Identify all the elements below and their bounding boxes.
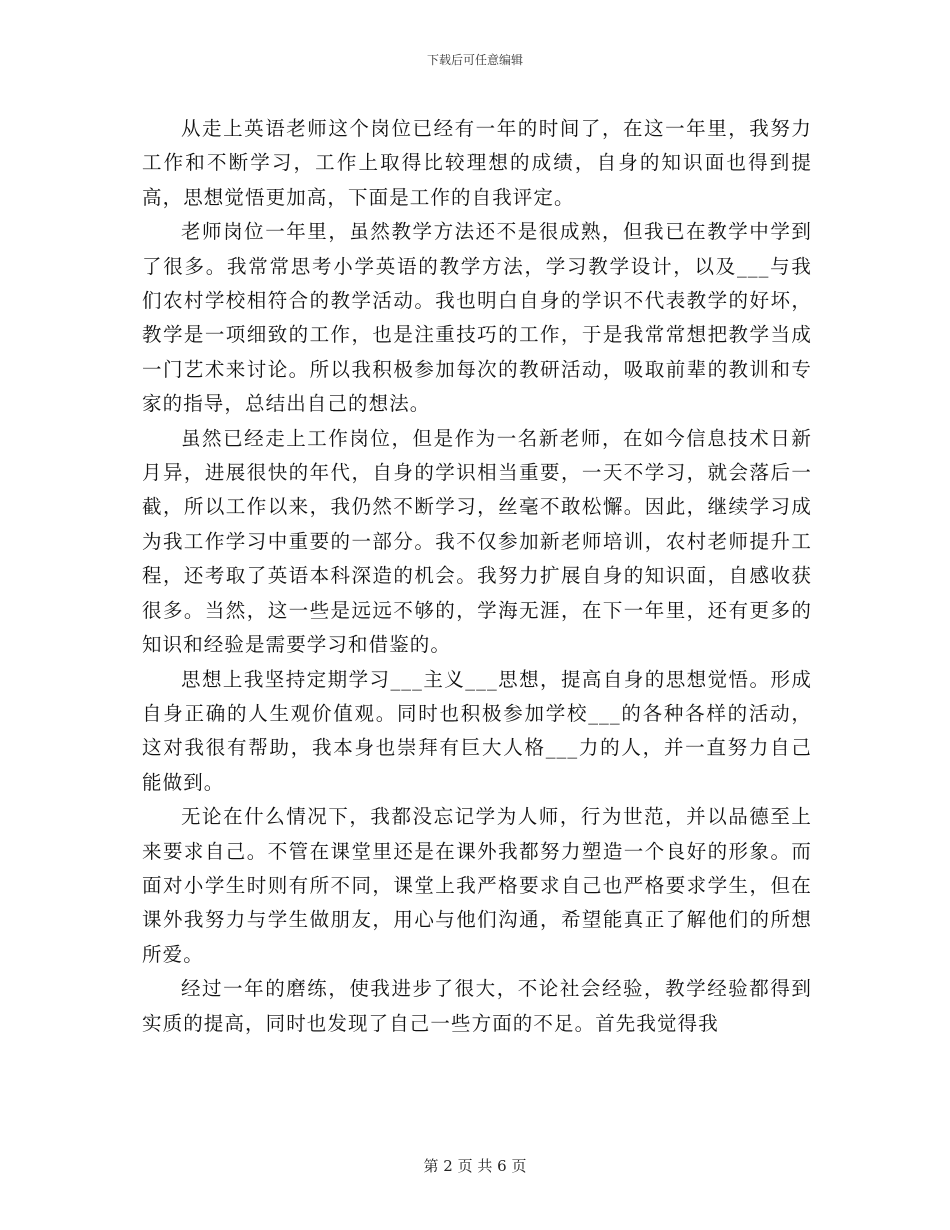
paragraph-learning: 虽然已经走上工作岗位，但是作为一名新老师，在如今信息技术日新月异，进展很快的年代，自身的学识相当重要，一天不学习，就会落后一截，所以工作以来，我仍然不断学习，丝毫不敢松懈。因此，继续学习成为我工作学习中重要的一部分。我不仅参加新老师培训，农村老师提升工程，还考取了英语本科深造的机会。我努力扩展自身的知识面，自感收获很多。当然，这一些是远远不够的，学海无涯，在下一年里，还有更多的知识和经验是需要学习和借鉴的。 bbox=[142, 426, 812, 657]
page-header: 下载后可任意编辑 bbox=[426, 53, 523, 67]
paragraph-conduct: 无论在什么情况下，我都没忘记学为人师，行为世范，并以品德至上来要求自己。不管在课堂里还是在课外我都努力塑造一个良好的形象。而面对小学生时则有所不同，课堂上我严格要求自己也严格要求学生，但在课外我努力与学生做朋友，用心与他们沟通，希望能真正了解他们的所想所爱。 bbox=[142, 805, 812, 966]
paragraph-ideology: 思想上我坚持定期学习___主义___思想，提高自身的思想觉悟。形成自身正确的人生观价值观。同时也积极参加学校___的各种各样的活动，这对我很有帮助，我本身也崇拜有巨大人格___力的人，并一直努力自己能做到。 bbox=[142, 667, 812, 794]
page-number: 第 2 页 共 6 页 bbox=[423, 1157, 527, 1175]
paragraph-intro: 从走上英语老师这个岗位已经有一年的时间了，在这一年里，我努力工作和不断学习，工作上取得比较理想的成绩，自身的知识面也得到提高，思想觉悟更加高，下面是工作的自我评定。 bbox=[142, 117, 812, 209]
paragraph-teaching: 老师岗位一年里，虽然教学方法还不是很成熟，但我已在教学中学到了很多。我常常思考小学英语的教学方法，学习教学设计，以及___与我们农村学校相符合的教学活动。我也明白自身的学识不代表教学的好坏，教学是一项细致的工作，也是注重技巧的工作，于是我常常想把教学当成一门艺术来讨论。所以我积极参加每次的教研活动，吸取前辈的教训和专家的指导，总结出自己的想法。 bbox=[142, 220, 812, 416]
paragraph-reflection: 经过一年的磨练，使我进步了很大，不论社会经验，教学经验都得到实质的提高，同时也发现了自己一些方面的不足。首先我觉得我 bbox=[142, 977, 812, 1035]
document-body bbox=[142, 112, 812, 1041]
